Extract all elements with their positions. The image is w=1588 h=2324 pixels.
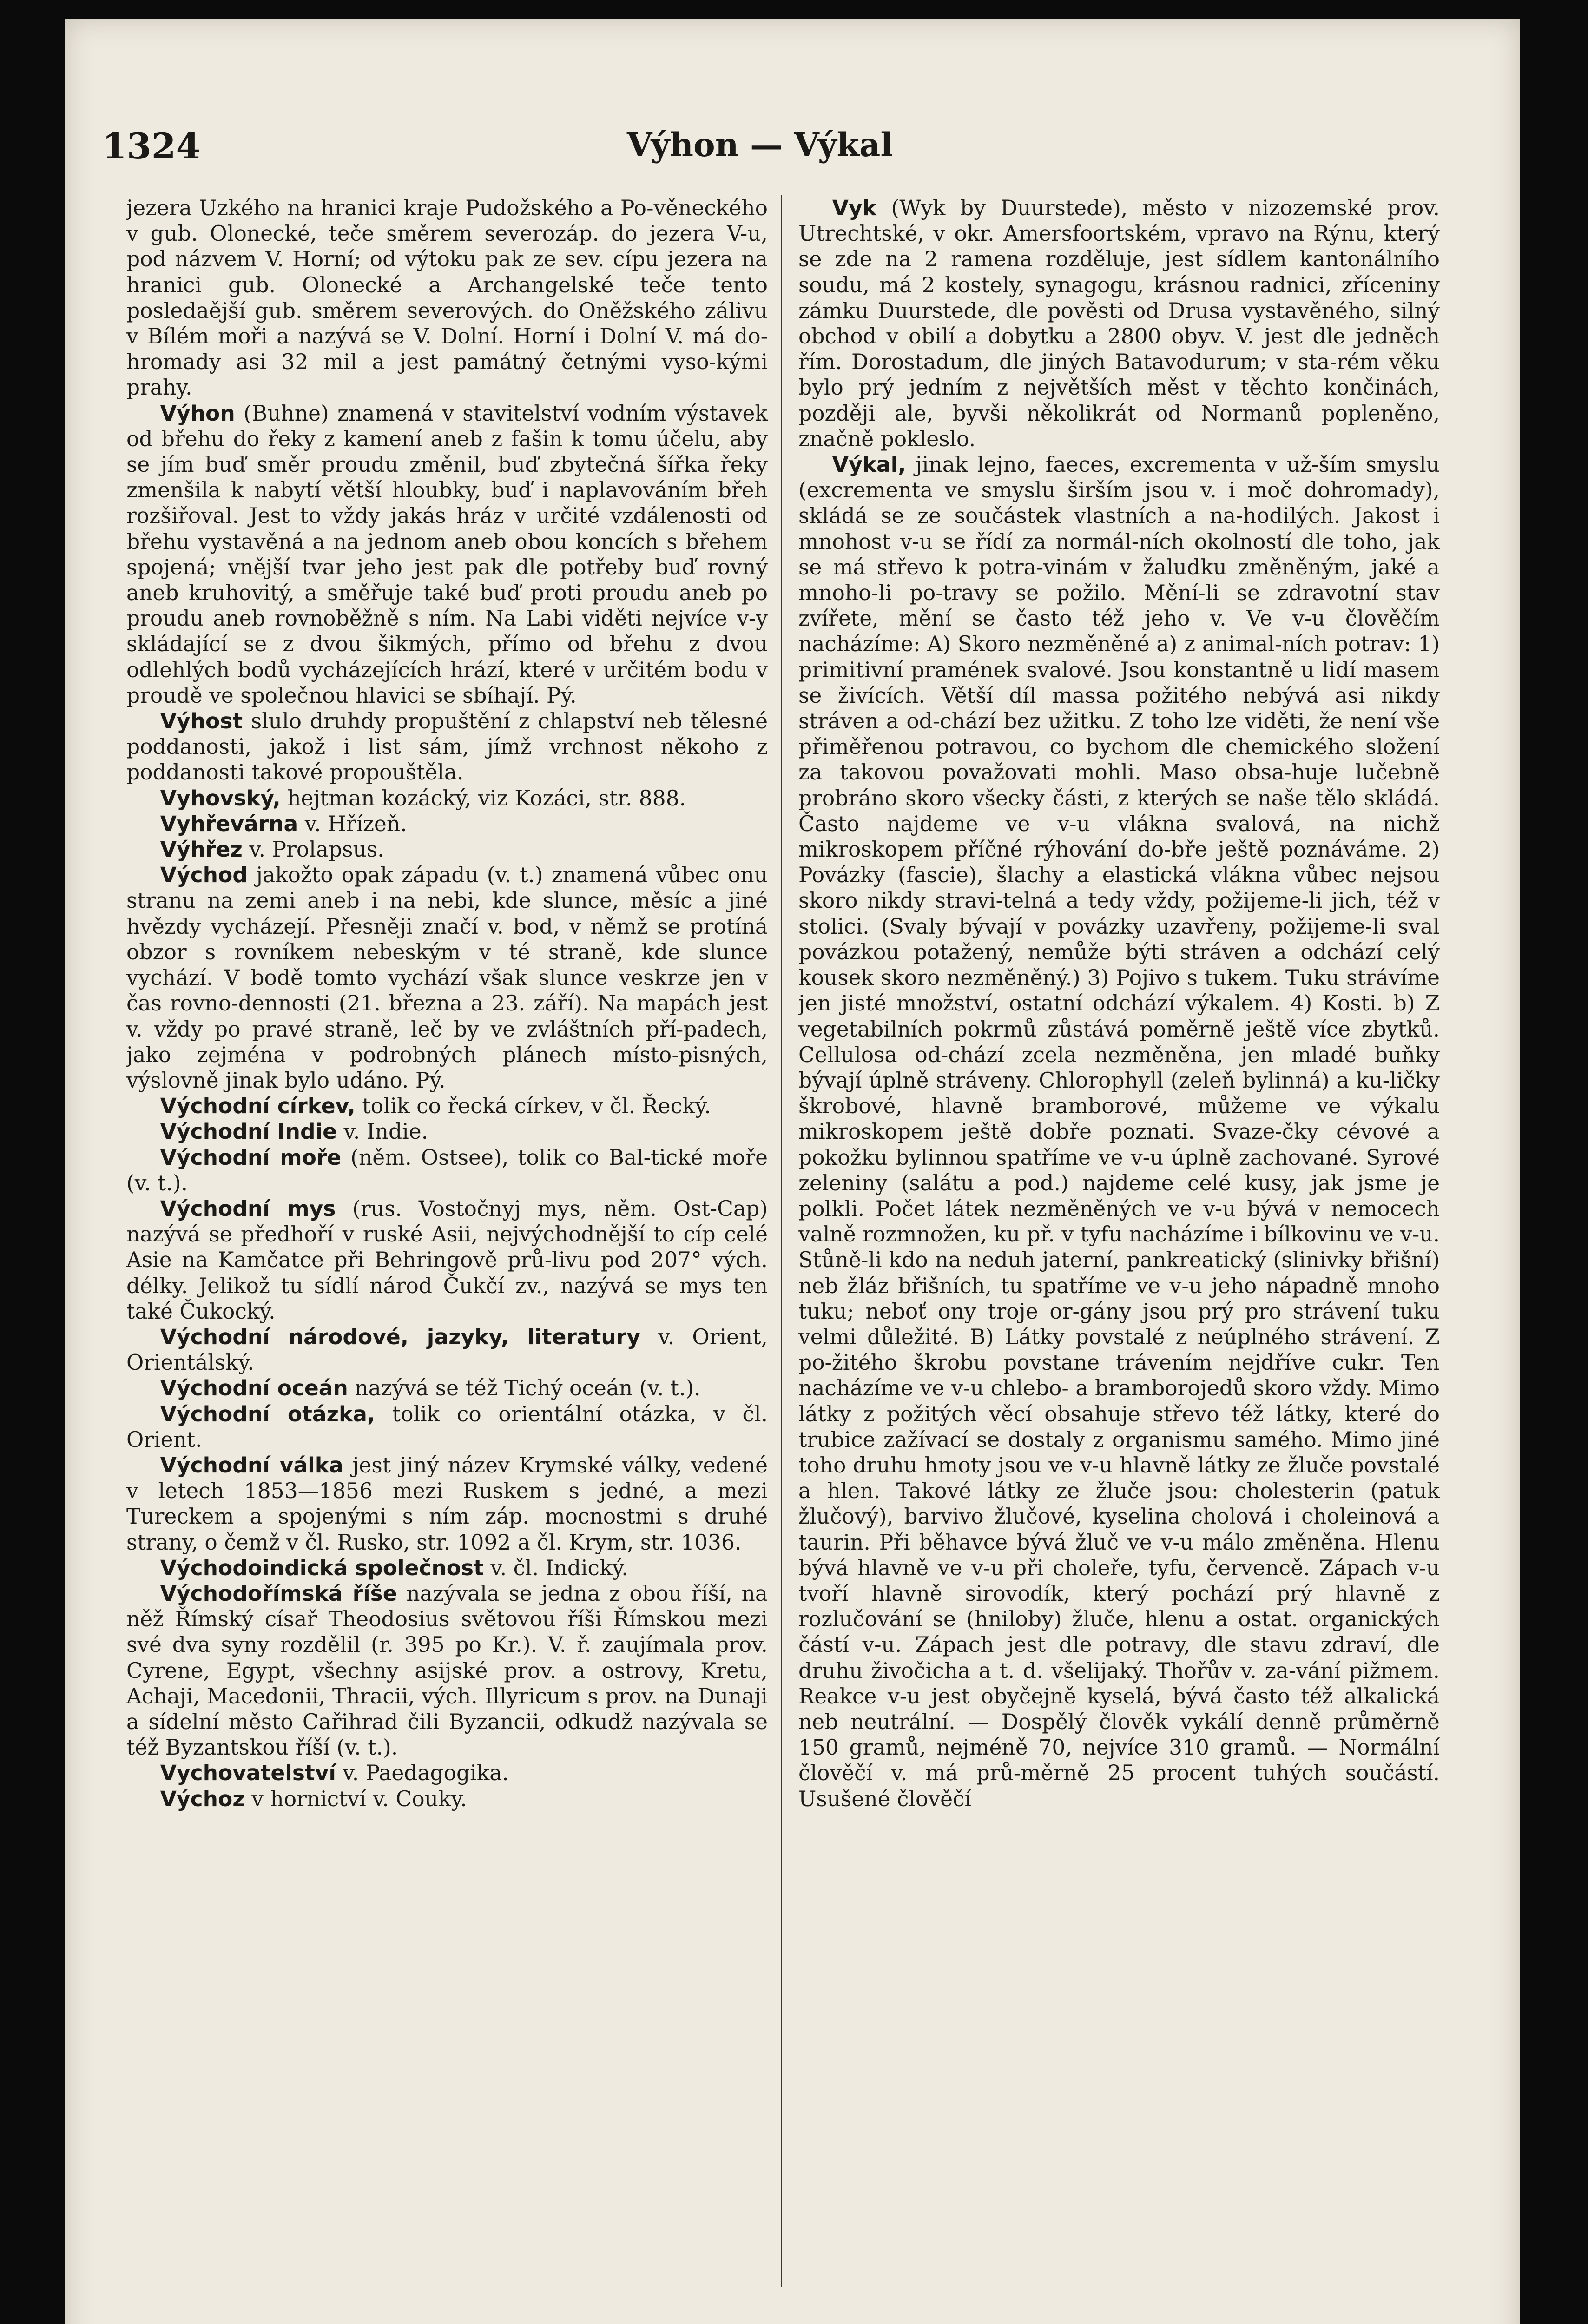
- entry-text: nazývala se jedna z obou říší, na něž Římský císař Theodosius světovou říši Římskou mezi své dva syny rozdělil (r. 395 po Kr.). V. ř. zaujímala prov. Cyrene, Egypt, všechny asijské prov. a ostrovy, Kretu, Achaji, Macedonii, Thracii, vých. Illyricum s prov. na Dunaji a sídelní město Cařihrad čili Byzancii, odkudž nazývala se též Byzantskou říší (v. t.).: [126, 1581, 768, 1760]
- running-title: Výhon — Výkal: [627, 125, 893, 164]
- dictionary-entry: [126, 1786, 768, 1812]
- entry-headword: Východoindická společnost: [160, 1555, 484, 1580]
- entry-text: v. Indie.: [343, 1119, 428, 1144]
- entry-text: (něm. Ostsee), tolik co Bal-tické moře (v. t.).: [126, 1145, 768, 1195]
- entry-headword: Východní národové, jazyky, literatury: [160, 1324, 640, 1349]
- entry-text: v. Prolapsus.: [249, 837, 384, 862]
- page-number: 1324: [102, 125, 201, 167]
- dictionary-entry: [126, 786, 768, 811]
- entry-headword: Vychovatelství: [160, 1761, 336, 1786]
- dictionary-entry: [126, 862, 768, 1093]
- dictionary-entry: [126, 1401, 768, 1452]
- left-column: [126, 195, 768, 2305]
- entry-headword: Výhon: [160, 401, 235, 426]
- right-column: [798, 195, 1440, 2305]
- entry-headword: Výchoz: [160, 1786, 245, 1811]
- dictionary-entry: [798, 195, 1440, 452]
- dictionary-entry: [798, 452, 1440, 1812]
- entry-text: v. Hřízeň.: [304, 811, 407, 836]
- entry-text: (Buhne) znamená v stavitelství vodním výstavek od břehu do řeky z kamení aneb z fašin k tomu účelu, aby se jím buď směr proudu změnil, buď zbytečná šířka řeky zmenšila k nabytí větší hloubky, buď i naplavováním břeh rozšiřoval. Jest to vždy jakás hráz v určité vzdálenosti od břehu vystavěná a na jednom aneb obou koncích s břehem spojená; vnější tvar jeho jest pak dle potřeby buď rovný aneb kruhovitý, a směřuje také buď proti proudu aneb po proudu aneb rovnoběžně s ním. Na Labi viděti nejvíce v-y skládající se z dvou šikmých, přímo od břehu z dvou odlehlých bodů vycházejících hrází, které v určitém bodu v proudě ve společnou hlavici se sbíhají. Pý.: [126, 401, 768, 708]
- dictionary-entry: [126, 1375, 768, 1401]
- column-divider: [781, 195, 782, 2287]
- dictionary-entry: [126, 401, 768, 708]
- entry-headword: Východ: [160, 863, 248, 888]
- dictionary-entry: [126, 1760, 768, 1786]
- entry-text: nazývá se též Tichý oceán (v. t.).: [355, 1376, 701, 1401]
- dictionary-entry: [126, 1196, 768, 1324]
- entry-headword: Východní Indie: [160, 1119, 337, 1144]
- entry-headword: Východní moře: [160, 1145, 342, 1170]
- dictionary-entry: [126, 1145, 768, 1196]
- entry-text: jinak lejno, faeces, excrementa v už-ším smyslu (excrementa ve smyslu širším jsou v. i moč dohromady), skládá se ze součástek vlastních a na-hodilých. Jakost i mnohost v-u se řídí za normál-ních okolností dle toho, jak se má střevo k potra-vinám v žaludku změněným, jaké a mnoho-li po-travy se požilo. Mění-li se zdravotní stav zvířete, mění se často též jeho v. Ve v-u člověčím nacházíme: A) Skoro nezměněné a) z animal-ních potrav: 1) primitivní pramének svalové. Jsou konstantně u lidí masem se živících. Větší díl massa požitého nebývá asi nikdy stráven a od-chází bez užitku. Z toho lze viděti, že není vše přiměřenou potravou, co bychom dle chemického složení za takovou považovati mohli. Maso obsa-huje lučebně probráno skoro všecky části, z kterých se naše tělo skládá. Často najdeme ve v-u vlákna svalová, na nichž mikroskopem příčné rýhování do-bře ještě poznáváme. 2) Povázky (fascie), šlachy a elastická vlákna vůbec nejsou skoro nikdy stravi-telná a tedy vždy, požijeme-li jich, též v stolici. (Svaly bývají v povázky uzavřeny, požijeme-li sval povázkou potažený, nemůže býti stráven a odchází celý kousek skoro nezměněný.) 3) Pojivo s tukem. Tuku strávíme jen jisté množství, ostatní odchází výkalem. 4) Kosti. b) Z vegetabilních pokrmů zůstává poměrně ještě více zbytků. Cellulosa od-chází zcela nezměněna, jen mladé buňky bývají úplně stráveny. Chlorophyll (zeleň bylinná) a ku-ličky škrobové, hlavně bramborové, můžeme ve výkalu mikroskopem ještě dobře poznati. Svaze-čky cévové a pokožku bylinnou spatříme ve v-u úplně zachované. Syrové zeleniny (salátu a pod.) najdeme celé kusy, jak jsme je polkli. Počet látek nezměněných ve v-u bývá v nemocech valně rozmnožen, ku př. v tyfu nacházíme i bílkovinu ve v-u. Stůně-li kdo na neduh jaterní, pankreatický (slinivky břišní) neb žláz břišních, tu spatříme ve v-u jeho nápadně mnoho tuku; neboť ony troje or-gány jsou prý pro strávení tuku velmi důležité. B) Látky povstalé z neúplného strávení. Z po-žitého škrobu povstane trávením nejdříve cukr. Ten nacházíme ve v-u chlebo- a bramborojedů skoro vždy. Mimo látky z požitých věcí obsahuje střevo též látky, které do trubice zažívací se dostaly z organismu samého. Mimo jiné toho druhu hmoty jsou ve v-u hlavně látky ze žluče povstalé a hlen. Takové látky ze žluče jsou: cholesterin (patuk žlučový), barvivo žlučové, kyselina cholová i choleinová a taurin. Při běhavce bývá žluč ve v-u málo změněna. Hlenu bývá hlavně ve v-u při choleře, tyfu, červencě. Zápach v-u tvoří hlavně sirovodík, který pochází prý hlavně z rozlučování se (hniloby) žluče, hlenu a ostat. organických částí v-u. Zápach jest dle potravy, dle stavu zdraví, dle druhu živočicha a t. d. všelijaký. Thořův v. za-vání pižmem. Reakce v-u jest obyčejně kyselá, bývá často též alkalická neb neutrální. — Dospělý člověk vykálí denně průměrně 150 gramů, nejméně 70, nejvíce 310 gramů. — Normální člověčí v. má prů-měrně 25 procent tuhých součástí. Usušené člověčí: [798, 452, 1440, 1811]
- entry-headword: Východní mys: [160, 1196, 336, 1221]
- dictionary-entry: [126, 1093, 768, 1119]
- dictionary-entry: [126, 1581, 768, 1760]
- entry-text: v hornictví v. Couky.: [251, 1786, 467, 1811]
- entry-headword: Vyk: [832, 196, 876, 220]
- entry-headword: Východní otázka,: [160, 1401, 376, 1426]
- dictionary-entry: [126, 708, 768, 786]
- entry-text: jest jiný název Krymské války, vedené v letech 1853—1856 mezi Ruskem s jedné, a mezi Tureckem a spojenými s ním záp. mocnostmi s druhé strany, o čemž v čl. Rusko, str. 1092 a čl. Krym, str. 1036.: [126, 1452, 768, 1555]
- entry-text: jezera Uzkého na hranici kraje Pudožského a Po-věneckého v gub. Olonecké, teče směrem severozáp. do jezera V-u, pod názvem V. Horní; od výtoku pak ze sev. cípu jezera na hranici gub. Olonecké a Archangelské teče tento posledaější gub. směrem severových. do Oněžského zálivu v Bílém moři a nazývá se V. Dolní. Horní i Dolní V. má do-hromady asi 32 mil a jest památný četnými vyso-kými prahy.: [126, 196, 768, 400]
- entry-headword: Výkal,: [832, 452, 906, 477]
- entry-headword: Výhost: [160, 709, 243, 734]
- dictionary-entry: [126, 1452, 768, 1555]
- entry-text: tolik co řecká církev, v čl. Řecký.: [362, 1094, 711, 1119]
- entry-text: v. Orient, Orientálský.: [126, 1324, 768, 1375]
- page-header: [102, 125, 1417, 177]
- entry-text: (Wyk by Duurstede), město v nizozemské prov. Utrechtské, v okr. Amersfoortském, vpravo na Rýnu, který se zde na 2 ramena rozděluje, jest sídlem kantonálního soudu, má 2 kostely, synagogu, krásnou radnici, zříceniny zámku Duurstede, dle pověsti od Drusa vystavěného, silný obchod v obilí a dobytku a 2800 obyv. V. jest dle jedněch řím. Dorostadum, dle jiných Batavodurum; v sta-rém věku bylo prý jedním z největších měst v těchto končinách, později ale, byvši několikrát od Normanů popleněno, značně pokleslo.: [798, 196, 1440, 451]
- entry-headword: Východní církev,: [160, 1094, 356, 1119]
- entry-text: slulo druhdy propuštění z chlapství neb tělesné poddanosti, jakož i list sám, jímž vrchnost někoho z poddanosti takové propouštěla.: [126, 709, 768, 785]
- entry-text: jakožto opak západu (v. t.) znamená vůbec onu stranu na zemi aneb i na nebi, kde slunce, měsíc a jiné hvězdy vycházejí. Přesněji značí v. bod, v němž se protíná obzor s rovníkem nebeským v té straně, kde slunce vychází. V bodě tomto vychází však slunce veskrze jen v čas rovno-dennosti (21. března a 23. září). Na mapách jest v. vždy po pravé straně, leč by ve zvláštních pří-padech, jako zejména v podrobných plánech místo-pisných, výslovně jinak bylo udáno. Pý.: [126, 863, 768, 1093]
- entry-text: tolik co orientální otázka, v čl. Orient.: [126, 1401, 768, 1452]
- entry-headword: Východní válka: [160, 1452, 343, 1478]
- dictionary-entry: [126, 1324, 768, 1375]
- dictionary-entry: [126, 1119, 768, 1144]
- dictionary-entry: [126, 811, 768, 837]
- entry-text: hejtman kozácký, viz Kozáci, str. 888.: [287, 786, 686, 811]
- dictionary-entry: [126, 195, 768, 401]
- entry-headword: Výhřez: [160, 837, 243, 862]
- entry-text: v. čl. Indický.: [490, 1555, 628, 1580]
- entry-headword: Vyhřevárna: [160, 811, 298, 836]
- entry-text: (rus. Vostočnyj mys, něm. Ost-Cap) nazývá se předhoří v ruské Asii, nejvýchodnější to cíp celé Asie na Kamčatce při Behringově prů-livu pod 207° vých. délky. Jelikož tu sídlí národ Čukčí zv., nazývá se mys ten také Čukocký.: [126, 1196, 768, 1324]
- entry-headword: Vyhovský,: [160, 786, 281, 811]
- entry-headword: Východořímská říše: [160, 1581, 397, 1606]
- entry-headword: Východní oceán: [160, 1376, 348, 1401]
- dictionary-entry: [126, 1555, 768, 1581]
- dictionary-entry: [126, 837, 768, 862]
- entry-text: v. Paedagogika.: [343, 1761, 509, 1786]
